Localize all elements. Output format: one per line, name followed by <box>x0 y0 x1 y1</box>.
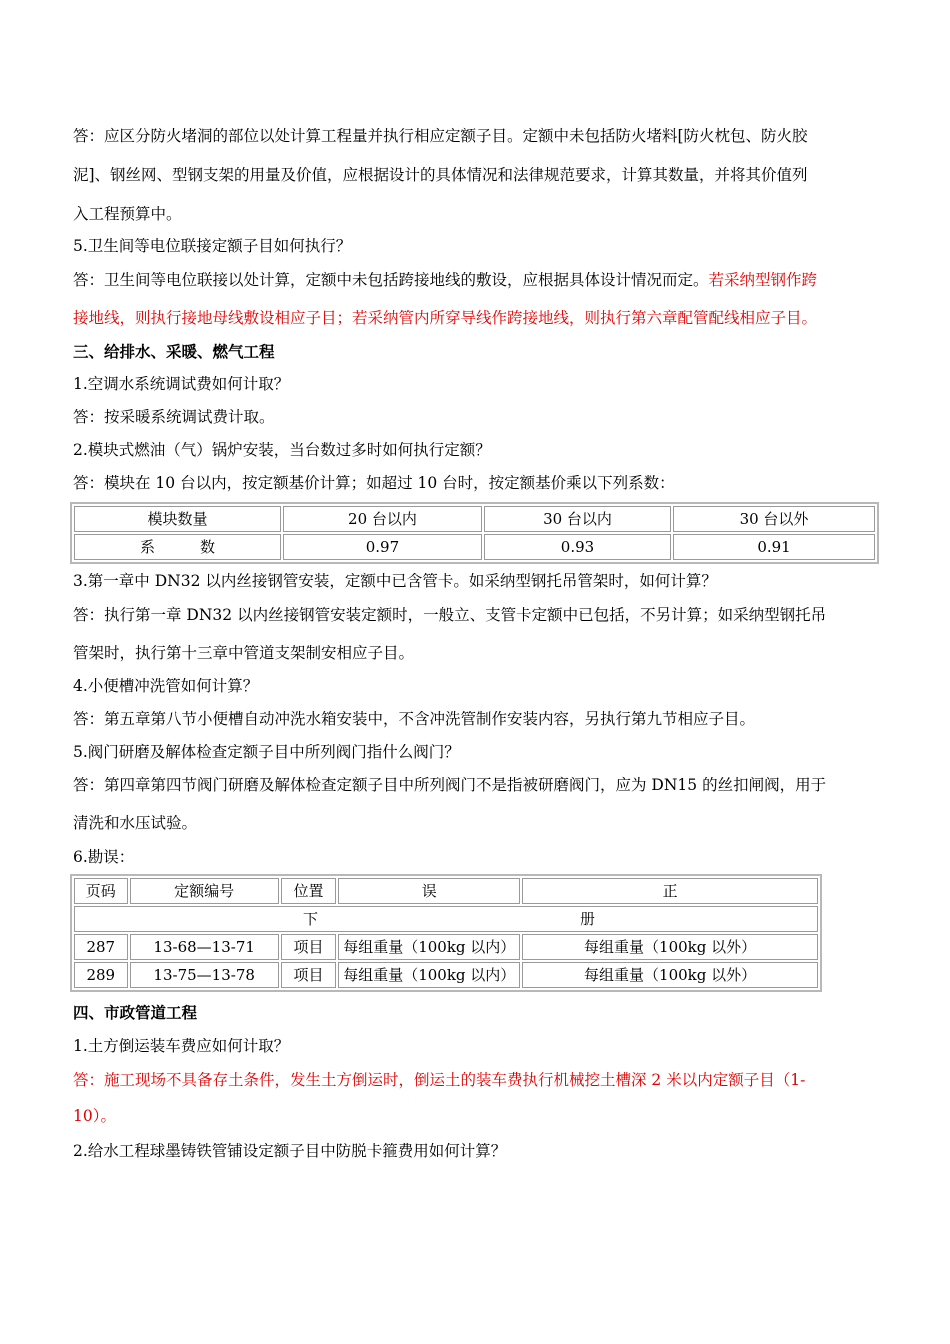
question-bathroom-bonding: 5.卫生间等电位联接定额子目如何执行？ <box>73 237 352 255</box>
answer-valve-grinding-line-2: 清洗和水压试验。 <box>73 814 198 832</box>
coefficient-table-header-row <box>74 506 875 532</box>
errata-header-cell: 页码 <box>74 878 128 904</box>
errata-row <box>74 934 818 960</box>
answer-earth-transport-line-1: 答：施工现场不具备存土条件，发生土方倒运时，倒运土的装车费执行机械挖土槽深 2 米以内定额子目（1- <box>73 1071 806 1089</box>
errata-header-cell: 正 <box>522 878 818 904</box>
question-ductile-iron-clamp: 2.给水工程球墨铸铁管铺设定额子目中防脱卡箍费用如何计算？ <box>73 1142 507 1160</box>
errata-header-row <box>74 878 818 904</box>
question-dn32-pipe: 3.第一章中 DN32 以内丝接钢管安装，定额中已含管卡。如采纳型钢托吊管架时，如何计算？ <box>73 572 717 590</box>
errata-label: 6.勘误： <box>73 848 135 866</box>
errata-table <box>70 874 822 992</box>
answer-ac-water-debug: 答：按采暖系统调试费计取。 <box>73 408 275 426</box>
coefficient-table-value-row <box>74 534 875 560</box>
answer-bathroom-bonding-highlight: 若采纳型钢作跨 <box>708 271 818 289</box>
answer-fire-blocking-line-3: 入工程预算中。 <box>73 205 182 223</box>
errata-cell: 13-75—13-78 <box>130 962 279 988</box>
answer-dn32-pipe-line-1: 答：执行第一章 DN32 以内丝接钢管安装定额时，一般立、支管卡定额中已包括，不另计算；如采纳型钢托吊 <box>73 606 827 624</box>
coef-value-cell: 0.91 <box>673 534 875 560</box>
errata-cell: 每组重量（100kg 以内） <box>338 934 520 960</box>
errata-cell: 项目 <box>281 934 337 960</box>
errata-cell: 287 <box>74 934 128 960</box>
answer-fire-blocking-line-1: 答：应区分防火堵洞的部位以处计算工程量并执行相应定额子目。定额中未包括防火堵料[防火枕包、防火胶 <box>73 127 808 145</box>
answer-dn32-pipe-line-2: 管架时，执行第十三章中管道支架制安相应子目。 <box>73 644 415 662</box>
question-valve-grinding: 5.阀门研磨及解体检查定额子目中所列阀门指什么阀门？ <box>73 743 460 761</box>
answer-bathroom-bonding-line-2: 接地线，则执行接地母线敷设相应子目；若采纳管内所穿导线作跨接地线，则执行第六章配管配线相应子目。 <box>73 309 818 327</box>
errata-header-cell: 位置 <box>281 878 337 904</box>
errata-cell: 每组重量（100kg 以外） <box>522 962 818 988</box>
answer-valve-grinding-line-1: 答：第四章第四节阀门研磨及解体检查定额子目中所列阀门不是指被研磨阀门，应为 DN15 的丝扣闸阀，用于 <box>73 776 827 794</box>
answer-earth-transport-line-2: 10）。 <box>73 1107 116 1125</box>
coef-value-cell: 0.97 <box>283 534 482 560</box>
errata-volume-left: 下 <box>303 910 319 928</box>
coef-header-cell: 20 台以内 <box>283 506 482 532</box>
errata-cell: 289 <box>74 962 128 988</box>
question-urinal-flush: 4.小便槽冲洗管如何计算？ <box>73 677 259 695</box>
errata-cell: 每组重量（100kg 以内） <box>338 962 520 988</box>
errata-cell: 项目 <box>281 962 337 988</box>
coef-header-cell: 30 台以内 <box>484 506 671 532</box>
errata-volume-row <box>74 906 818 932</box>
errata-header-cell: 定额编号 <box>130 878 279 904</box>
answer-bathroom-bonding-line-1 <box>73 268 817 290</box>
answer-urinal-flush: 答：第五章第八节小便槽自动冲洗水箱安装中，不含冲洗管制作安装内容，另执行第九节相应子目。 <box>73 710 756 728</box>
coef-header-cell: 30 台以外 <box>673 506 875 532</box>
question-ac-water-debug: 1.空调水系统调试费如何计取？ <box>73 375 290 393</box>
question-modular-boiler: 2.模块式燃油（气）锅炉安装，当台数过多时如何执行定额？ <box>73 441 491 459</box>
answer-bathroom-bonding-text: 答：卫生间等电位联接以处计算，定额中未包括跨接地线的敷设，应根据具体设计情况而定。 <box>73 271 709 289</box>
section-heading-4: 四、市政管道工程 <box>73 1003 198 1022</box>
errata-cell: 13-68—13-71 <box>130 934 279 960</box>
coef-row-label: 系 数 <box>74 534 281 560</box>
answer-fire-blocking-line-2: 泥]、钢丝网、型钢支架的用量及价值，应根据设计的具体情况和法律规范要求，计算其数量，并将其价值列 <box>73 166 808 184</box>
errata-cell: 每组重量（100kg 以外） <box>522 934 818 960</box>
question-earth-transport: 1.土方倒运装车费应如何计取？ <box>73 1037 290 1055</box>
errata-volume-cell <box>74 906 818 932</box>
errata-volume-right: 册 <box>580 910 596 928</box>
coef-value-cell: 0.93 <box>484 534 671 560</box>
answer-modular-boiler: 答：模块在 10 台以内，按定额基价计算；如超过 10 台时，按定额基价乘以下列系数： <box>73 474 675 492</box>
coef-header-cell: 模块数量 <box>74 506 281 532</box>
errata-row <box>74 962 818 988</box>
coefficient-table <box>70 502 879 564</box>
section-heading-3: 三、给排水、采暖、燃气工程 <box>73 342 275 361</box>
errata-header-cell: 误 <box>338 878 520 904</box>
